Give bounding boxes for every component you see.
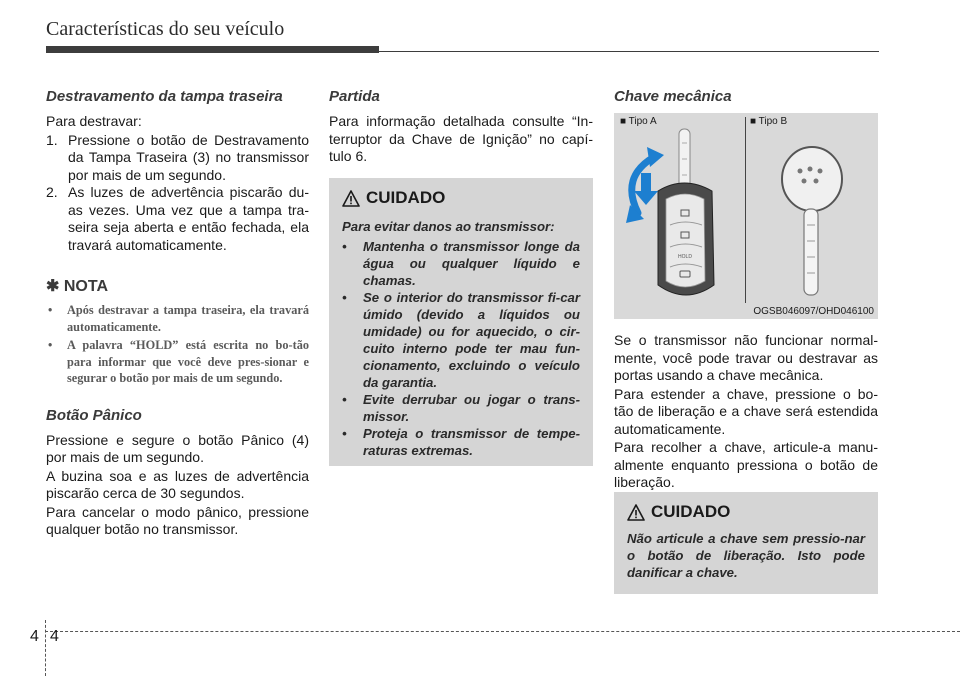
chapter-title: Características do seu veículo <box>46 18 285 40</box>
panic-paragraph: Pressione e segure o botão Pânico (4) por mais de um segundo. <box>46 431 309 465</box>
key-paragraph: Para estender a chave, pressione o bo-tão de liberação e a chave será estendida automaticamente. <box>614 385 878 437</box>
panic-paragraph: Para cancelar o modo pânico, pressione qualquer botão no transmissor. <box>46 503 309 537</box>
key-illustration <box>614 113 878 319</box>
column-2 <box>329 88 593 166</box>
page-number: 4 <box>50 628 59 645</box>
key-text <box>614 332 878 493</box>
header-rule <box>379 51 879 52</box>
start-heading: Partida <box>329 88 380 105</box>
step-item <box>46 184 309 254</box>
caution-item: • Evite derrubar ou jogar o trans-missor. <box>342 392 580 424</box>
type-a-label: ■ Tipo A <box>620 116 657 127</box>
nota-heading: ✱ NOTA <box>46 278 108 295</box>
nota-section <box>46 276 309 387</box>
caution-title: CUIDADO <box>627 502 865 522</box>
tailgate-section <box>46 113 309 254</box>
caution-box-key <box>614 492 878 594</box>
image-code: OGSB046097/OHD046100 <box>753 306 874 317</box>
caution-list <box>342 238 580 459</box>
footer-rule <box>45 631 960 632</box>
key-paragraph: Para recolher a chave, articule-a manu-almente enquanto pressiona o botão de liberação. <box>614 439 878 490</box>
column-1 <box>46 88 309 540</box>
step-text: As luzes de advertência piscarão du-as vezes. Uma vez que a tampa tra-seira seja aberta e então fechada, ela travará automaticamente. <box>68 184 309 253</box>
type-b-label: ■ Tipo B <box>750 116 788 127</box>
panic-paragraph: A buzina soa e as luzes de advertência piscarão cerca de 30 segundos. <box>46 467 309 501</box>
asterisk-icon: ✱ <box>46 278 60 295</box>
header-bar <box>46 46 379 53</box>
caution-item: • Proteja o transmissor de tempe-raturas extremas. <box>342 426 580 458</box>
column-3 <box>614 88 878 105</box>
nota-item: • Após destravar a tampa traseira, ela travará automaticamente. <box>48 303 309 334</box>
caution-item: • Mantenha o transmissor longe da água ou qualquer líquido e chamas. <box>342 239 580 288</box>
key-paragraph: Se o transmissor não funcionar normal-mente, você pode travar ou destravar as portas usando a chave mecânica. <box>614 332 878 383</box>
nota-list <box>46 302 309 387</box>
mechanical-key-icon <box>782 147 842 295</box>
start-text: Para informação detalhada consulte “In-terruptor da Chave de Ignição” no capí-tulo 6. <box>329 113 593 164</box>
tailgate-intro: Para destravar: <box>46 113 142 129</box>
key-heading: Chave mecânica <box>614 88 732 105</box>
page-section-number: 4 <box>30 628 39 645</box>
warning-triangle-icon <box>627 504 645 521</box>
panic-heading: Botão Pânico <box>46 406 142 424</box>
panic-section <box>46 432 309 539</box>
key-fob-icon <box>658 183 714 295</box>
tailgate-steps <box>46 132 309 255</box>
hold-button-text: HOLD <box>678 254 692 260</box>
nota-item: • A palavra “HOLD” está escrita no bo-tão para informar que você deve pres-sionar e segurar o botão por mais de um segundo. <box>48 338 309 385</box>
caution-body <box>342 218 580 459</box>
step-number: 2. <box>46 184 58 200</box>
step-number: 1. <box>46 131 58 148</box>
caution-title: CUIDADO <box>342 188 580 208</box>
footer-divider <box>45 620 46 676</box>
caution-box-transmitter <box>329 178 593 466</box>
step-item <box>46 132 309 185</box>
warning-triangle-icon <box>342 190 360 207</box>
step-text: Pressione o botão de Destravamento da Tampa Traseira (3) no transmissor por mais de um segundo. <box>68 131 309 183</box>
key-drawings <box>614 113 878 319</box>
caution-item: • Se o interior do transmissor fi-car úmido (devido a líquidos ou umidade) ou for aquecido, o cir-cuito interno pode ter mau fun-cionamento, excluindo o veículo da garantia. <box>342 290 580 390</box>
caution-intro: Para evitar danos ao transmissor: <box>342 219 555 234</box>
caution-body: Não articule a chave sem pressio-nar o botão de liberação. Isto pode danificar a chave. <box>627 531 865 580</box>
tailgate-heading: Destravamento da tampa traseira <box>46 88 283 105</box>
